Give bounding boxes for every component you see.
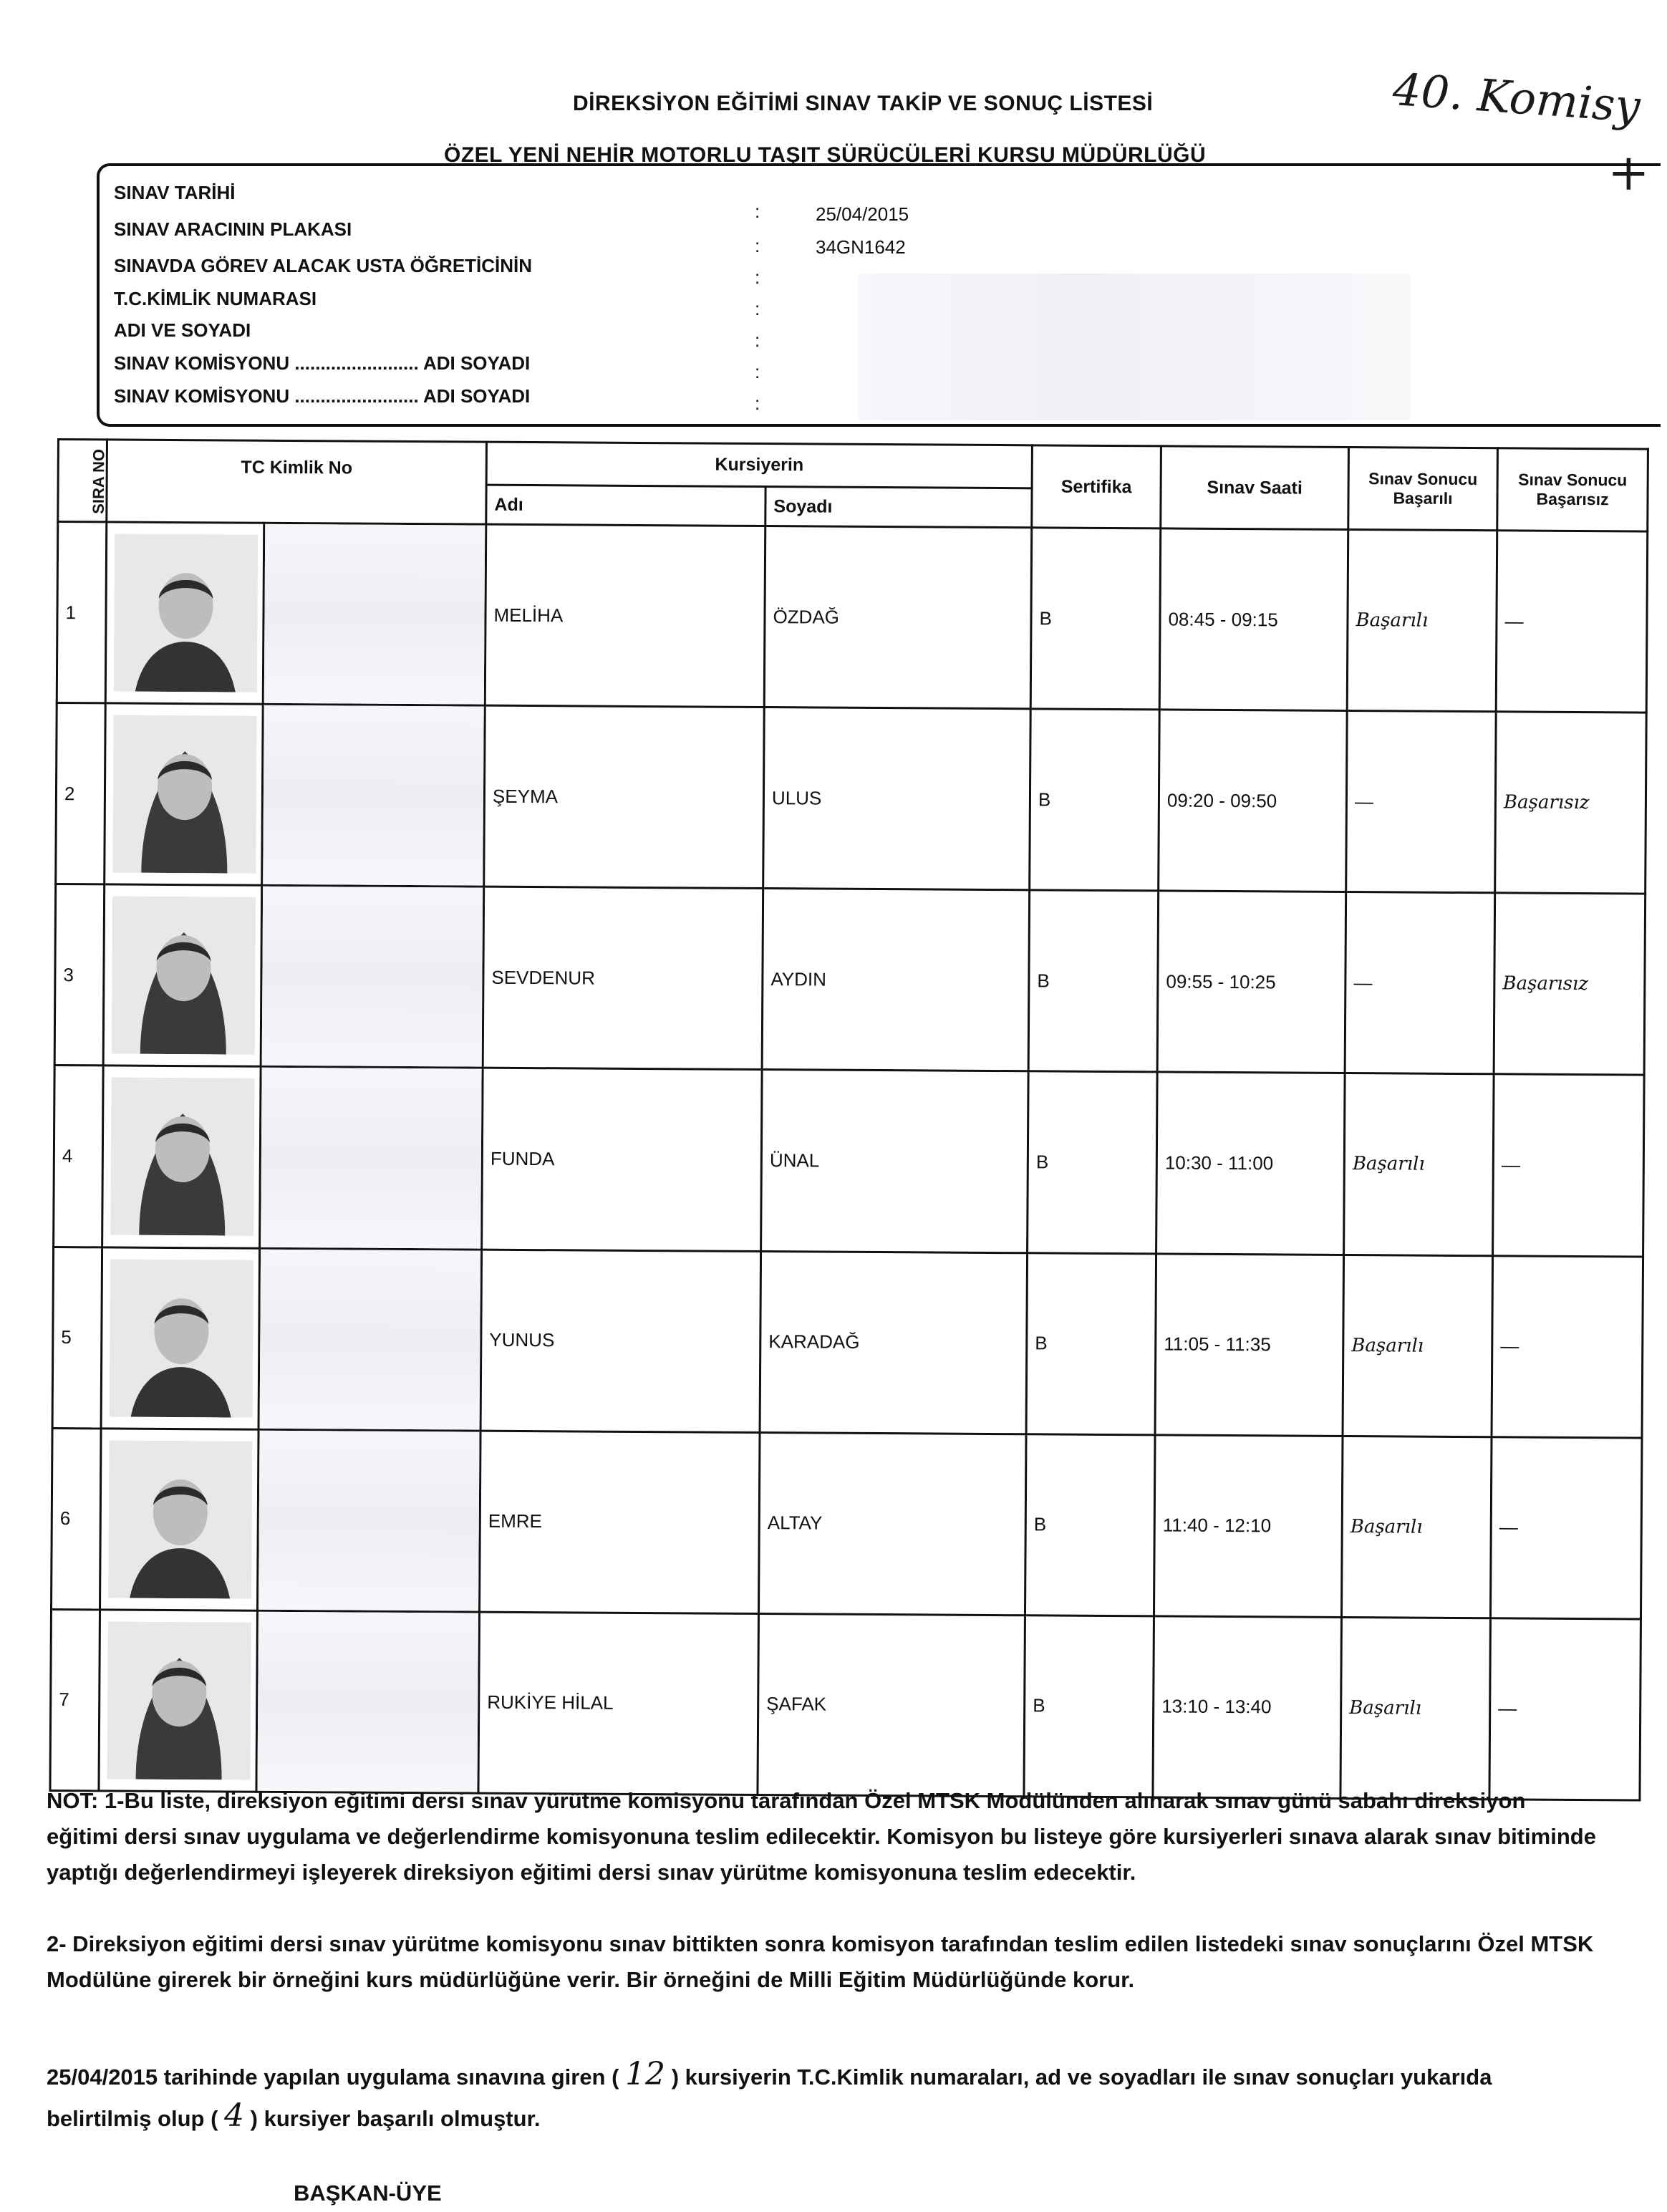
exam-time: 09:55 - 10:25 (1157, 891, 1346, 1073)
tc-kimlik-header: TC Kimlik No (107, 440, 487, 524)
plate-value: 34GN1642 (816, 236, 906, 258)
redacted-tc-number (258, 1430, 480, 1610)
first-name: SEVDENUR (483, 887, 763, 1070)
redacted-tc-number (261, 1068, 482, 1248)
first-name: YUNUS (480, 1250, 761, 1433)
student-photo (108, 1440, 252, 1598)
exam-time: 11:40 - 12:10 (1154, 1435, 1343, 1618)
row-number: 4 (54, 1066, 104, 1247)
name-label: ADI VE SOYADI (114, 319, 251, 341)
result-passed: Başarılı (1343, 1255, 1493, 1436)
student-photo (107, 1621, 251, 1779)
plate-label: SINAV ARACININ PLAKASI (114, 218, 352, 240)
colon: : (755, 266, 760, 288)
first-name: RUKİYE HİLAL (478, 1612, 759, 1795)
student-photo (110, 1078, 254, 1236)
summary-text-2: ) kursiyerin T.C.Kimlik numaraları, ad ve soyadları ile sınav sonuçları yukarıda belirtilmiş olup ( (47, 2064, 1492, 2131)
certificate-class: B (1030, 528, 1161, 710)
row-number: 5 (52, 1247, 102, 1429)
colon: : (755, 392, 760, 414)
last-name: ÜNAL (761, 1070, 1029, 1252)
redacted-tc-number (260, 1249, 481, 1429)
first-name: ŞEYMA (484, 705, 765, 889)
participant-count: 12 (625, 2056, 666, 2092)
exam-date-value: 25/04/2015 (816, 203, 909, 225)
soyadi-header: Soyadı (765, 487, 1032, 528)
tc-number-cell (258, 1248, 482, 1431)
basarisiz-header: Sınav Sonucu Başarısız (1497, 448, 1648, 531)
result-passed: Başarılı (1347, 530, 1497, 712)
certificate-class: B (1030, 709, 1160, 891)
note-1: NOT: 1-Bu liste, direksiyon eğitimi dersi sınav yürütme komisyonu tarafından Özel MTSK Modülünden alınarak sınav günü sabahı direksiyon eğitimi dersi sınav uygulama ve değerlendirme komisyonuna teslim edilecektir. Komisyon bu listeye göre kursiyerleri sınava alarak sınav bitiminde yaptığı değerlendirmeyi işleyerek direksiyon eğitimi dersi sınav yürütme komisyonuna teslim edecektir. (47, 1788, 1596, 1885)
certificate-class: B (1028, 1071, 1158, 1253)
exam-results-table (49, 438, 1649, 1802)
redacted-tc-number (264, 524, 485, 705)
last-name: ÖZDAĞ (764, 526, 1032, 709)
last-name: ULUS (763, 707, 1031, 890)
exam-time: 08:45 - 09:15 (1159, 528, 1348, 711)
basarili-header: Sınav Sonucu Başarılı (1348, 448, 1498, 531)
result-failed: — (1489, 1618, 1641, 1800)
result-passed: — (1346, 711, 1497, 893)
result-passed: Başarılı (1342, 1436, 1492, 1618)
sertifika-header: Sertifika (1032, 445, 1161, 528)
handwritten-commission-note: 40. Komisy (1391, 63, 1642, 132)
colon: : (755, 201, 760, 222)
result-passed: — (1345, 892, 1495, 1074)
signature-label: BAŞKAN-ÜYE (294, 2180, 442, 2206)
institution-title: ÖZEL YENİ NEHİR MOTORLU TAŞIT SÜRÜCÜLERİ KURSU MÜDÜRLÜĞÜ (444, 143, 1207, 167)
certificate-class: B (1025, 1434, 1156, 1615)
table-row (50, 1609, 1641, 1800)
tc-number-cell (256, 1610, 480, 1793)
exam-time: 13:10 - 13:40 (1153, 1616, 1342, 1799)
photo-cell (100, 1429, 259, 1610)
exam-time: 09:20 - 09:50 (1159, 710, 1348, 892)
instructor-label: SINAVDA GÖREV ALACAK USTA ÖĞRETİCİNİN (114, 255, 533, 276)
colon: : (755, 361, 760, 382)
exam-info-box (97, 163, 1661, 427)
tc-number-cell (258, 1429, 481, 1612)
first-name: EMRE (480, 1431, 760, 1614)
row-number: 7 (50, 1609, 100, 1791)
kursiyerin-header: Kursiyerin (486, 442, 1032, 488)
colon: : (755, 329, 760, 351)
student-photo (114, 534, 258, 692)
result-passed: Başarılı (1344, 1073, 1494, 1255)
result-failed: — (1496, 531, 1648, 713)
passed-count: 4 (224, 2097, 245, 2134)
redacted-tc-number (262, 887, 483, 1067)
document-title: DİREKSİYON EĞİTİMİ SINAV TAKİP VE SONUÇ LİSTESİ (573, 92, 1154, 115)
table-row (52, 1428, 1643, 1619)
committee2-label: SINAV KOMİSYONU ........................ ADI SOYADI (114, 385, 531, 407)
last-name: AYDIN (762, 889, 1030, 1071)
tc-number-label: T.C.KİMLİK NUMARASI (114, 288, 317, 309)
first-name: FUNDA (482, 1068, 763, 1252)
redacted-instructor-info (859, 274, 1410, 420)
photo-cell (101, 1247, 260, 1429)
colon: : (755, 235, 760, 256)
photo-cell (99, 1610, 258, 1792)
result-failed: Başarısız (1495, 712, 1647, 894)
row-number: 1 (57, 522, 107, 704)
summary-statement (47, 2055, 1600, 2138)
exam-time: 10:30 - 11:00 (1156, 1072, 1345, 1255)
last-name: KARADAĞ (760, 1251, 1028, 1434)
photo-cell (105, 522, 264, 704)
last-name: ALTAY (759, 1432, 1027, 1615)
exam-time: 11:05 - 11:35 (1155, 1253, 1344, 1436)
table-row (56, 703, 1647, 894)
result-failed: — (1491, 1436, 1643, 1618)
result-failed: — (1492, 1255, 1643, 1437)
row-number: 3 (54, 884, 105, 1066)
handwritten-cross-mark: + (1608, 143, 1650, 202)
tc-number-cell (261, 886, 484, 1068)
result-failed: Başarısız (1494, 893, 1646, 1075)
tc-number-cell (260, 1067, 483, 1250)
first-name: MELİHA (485, 524, 765, 707)
photo-cell (102, 1066, 261, 1247)
certificate-class: B (1024, 1615, 1154, 1797)
table-row (54, 1066, 1645, 1257)
note-2: 2- Direksiyon eğitimi dersi sınav yürütme komisyonu sınav bittikten sonra komisyon tarafından teslim edilen listedeki sınav sonuçlarını Özel MTSK Modülüne girerek bir örneğini kurs müdürlüğüne verir. Bir örneğini de Milli Eğitim Müdürlüğünde korur. (47, 1931, 1594, 1992)
student-photo (112, 897, 256, 1055)
committee1-label: SINAV KOMİSYONU ........................ ADI SOYADI (114, 352, 531, 374)
summary-text-3: ) kursiyer başarılı olmuştur. (250, 2106, 541, 2131)
student-photo (110, 1259, 253, 1417)
row-number: 2 (56, 703, 106, 885)
photo-cell (105, 703, 264, 885)
tc-number-cell (262, 704, 485, 887)
certificate-class: B (1028, 890, 1159, 1072)
result-failed: — (1493, 1074, 1645, 1256)
redacted-tc-number (257, 1612, 478, 1792)
row-number: 6 (52, 1428, 102, 1610)
summary-text-1: 25/04/2015 tarihinde yapılan uygulama sınavına giren ( (47, 2064, 619, 2090)
student-photo (112, 715, 256, 874)
last-name: ŞAFAK (758, 1613, 1025, 1796)
table-row (52, 1247, 1643, 1438)
table-row (54, 884, 1646, 1076)
exam-date-label: SINAV TARİHİ (114, 182, 236, 203)
certificate-class: B (1026, 1252, 1156, 1434)
table-row (57, 522, 1648, 713)
result-passed: Başarılı (1340, 1617, 1491, 1799)
redacted-tc-number (263, 705, 484, 886)
sinav-saati-header: Sınav Saati (1161, 446, 1349, 530)
photo-cell (103, 884, 262, 1066)
sira-no-header: SIRA NO (58, 440, 107, 522)
tc-number-cell (263, 523, 486, 705)
adi-header: Adı (486, 485, 765, 526)
colon: : (755, 298, 760, 319)
